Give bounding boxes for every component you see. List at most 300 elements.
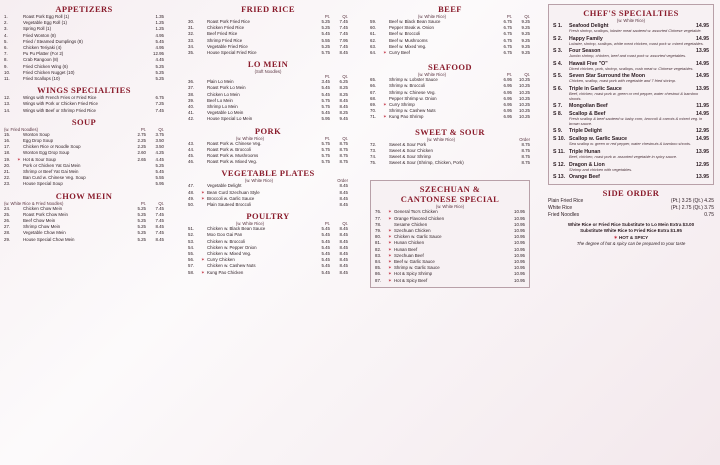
vegetable-plates-section [188, 168, 348, 208]
item-name: Fried Chicken Nugget (10) [23, 69, 75, 75]
item-number: 62. [370, 37, 377, 43]
menu-item [188, 202, 348, 208]
item-name: Fried Chicken Wing (6) [23, 63, 68, 69]
item-name: Roast Pork Fried Rice [207, 19, 250, 24]
item-number: S 4. [553, 60, 563, 67]
section-title: SIDE ORDER [602, 188, 660, 199]
item-number: 49. [188, 195, 195, 201]
item-name: House Special Soup [23, 181, 63, 187]
poultry-section [188, 211, 348, 276]
item-name: Sweet & Sour Chicken [389, 147, 433, 153]
section-title: POULTRY [246, 211, 290, 222]
item-price: 10.95 [514, 240, 525, 246]
chef-item [553, 174, 709, 180]
item-name: House Special Fried Rice [207, 50, 257, 56]
item-price-qt: 5.45 [155, 169, 164, 175]
szechuan-section [370, 180, 530, 287]
hot-spicy-icon: ✶ [388, 240, 392, 246]
item-number: 60. [370, 25, 377, 31]
item-name: Shrimp Chow Mein [23, 224, 61, 230]
item-price: 1.25 [155, 26, 164, 32]
item-number: 7. [4, 51, 8, 57]
item-price: 7.25 [155, 101, 164, 107]
item-price: 10.95 [514, 271, 525, 277]
item-number: S 12. [553, 161, 566, 168]
notes [548, 222, 714, 247]
item-price: 14.95 [696, 73, 709, 80]
chef-specialties-section [548, 4, 714, 185]
hot-spicy-icon: ✶ [388, 265, 392, 271]
menu-item [188, 50, 348, 56]
item-name: Chicken Fried Rice [207, 25, 245, 31]
item-number: 55. [188, 251, 195, 257]
item-price: 10.95 [514, 221, 525, 227]
item-price: 14.95 [696, 35, 709, 42]
item-price-qt: 8.45 [339, 232, 348, 238]
item-number: 82. [375, 246, 382, 252]
item-name: Shrimp w. Chinese Veg. [389, 89, 436, 95]
item-number: 74. [370, 154, 377, 160]
col-header: Qt. [158, 200, 164, 206]
item-number: 17. [4, 144, 11, 150]
col-header: Qt. [342, 14, 348, 19]
menu-item [375, 278, 525, 284]
item-number: 2. [4, 20, 8, 26]
item-price-qt: 8.45 [339, 104, 348, 110]
item-name: Hot & Spicy Shrimp [394, 271, 433, 277]
item-number: 78. [375, 221, 382, 227]
item-name: Mongolian Beef [569, 103, 608, 110]
item-price-qt: 8.75 [339, 153, 348, 159]
item-name: Triple Delight [569, 128, 602, 135]
item-name: Pepper Shrimp w. Onion [389, 95, 437, 101]
item-name: House Special Lo Mein [207, 116, 253, 122]
item-price-qt: 8.45 [339, 263, 348, 269]
item-number: 39. [188, 97, 195, 103]
item-name: Chicken w. Black Bean Sauce [207, 226, 266, 232]
item-price-pt: 5.75 [321, 97, 330, 103]
item-price: 14.95 [696, 60, 709, 67]
item-price: 1.25 [155, 20, 164, 26]
item-number: 6. [4, 45, 8, 51]
item-price-pt: 5.75 [321, 50, 330, 56]
col-header: Pt. [140, 200, 146, 206]
item-description: Sea scallop w. green or red pepper, water chestnuts & bamboo shoots. [569, 141, 691, 147]
item-number: 87. [375, 277, 382, 283]
menu-item [4, 76, 164, 82]
item-number: 76. [375, 209, 382, 215]
item-name: Hot & Spicy Beef [394, 277, 428, 283]
item-name: Kung Pao Chicken [207, 269, 244, 275]
item-price-pt [128, 181, 146, 187]
item-price-pt: 5.45 [321, 244, 330, 250]
item-name: Fried / Steamed Dumplings (8) [23, 38, 83, 44]
section-title: APPETIZERS [55, 4, 113, 14]
item-price-qt: 8.45 [339, 226, 348, 232]
item-price: 10.95 [514, 215, 525, 221]
item-name: Roast Pork w. Mixed Veg. [207, 159, 258, 165]
item-name: Beef w. Garlic Sauce [394, 259, 435, 265]
item-number: 80. [375, 234, 382, 240]
item-name: Roast Pork Chow Mein [23, 211, 68, 217]
menu-item [188, 270, 348, 276]
item-name: Orange Beef [569, 174, 600, 181]
item-name: Sesame Chicken [394, 221, 428, 227]
item-price: 1.35 [155, 14, 164, 19]
item-name: Four Season [569, 48, 601, 55]
item-name: Shrimp w. Lobster Sauce [389, 77, 438, 83]
item-number: 83. [375, 252, 382, 258]
item-name: Vegetable Egg Roll (1) [23, 20, 67, 26]
item-price-pt: 6.75 [503, 43, 512, 49]
item-number: 18. [4, 150, 11, 156]
hot-spicy-icon: ✶ [388, 277, 392, 283]
item-name: Fried Noodles [548, 212, 580, 219]
item-name: Wonton Egg Drop Soup [23, 150, 70, 156]
item-price: 8.75 [521, 141, 530, 147]
section-title: SOUP [71, 116, 97, 127]
item-price: 14.95 [696, 111, 709, 118]
item-price-pt: 5.45 [321, 257, 330, 263]
item-description: Fresh shrimp, scallops, lobster meat sauteed w. assorted Chinese vegetable. [569, 28, 702, 33]
hot-spicy-icon: ✶ [388, 246, 392, 252]
item-price-pt: 5.45 [321, 251, 330, 257]
section-title: FRIED RICE [241, 4, 295, 14]
item-price-pt: 5.45 [321, 85, 330, 91]
item-name: Beef Lo Mein [207, 97, 233, 103]
item-name: Roast Pork Egg Roll (1) [23, 14, 70, 19]
fried-rice-section [188, 4, 348, 56]
item-number: 37. [188, 85, 195, 91]
col-header: Pt. [140, 126, 146, 132]
item-price: 8.45 [339, 202, 348, 208]
item-number: 48. [188, 189, 195, 195]
item-price-qt: 10.25 [519, 89, 530, 95]
column-4 [548, 4, 714, 247]
item-price: 10.95 [514, 246, 525, 252]
item-number: 29. [4, 236, 11, 242]
item-price-pt: 6.95 [503, 108, 512, 114]
item-name: Beef Fried Rice [207, 31, 238, 37]
item-number: 26. [4, 218, 11, 224]
item-price: 12.95 [696, 161, 709, 168]
item-price-qt: 10.25 [519, 83, 530, 89]
item-number: 32. [188, 31, 195, 37]
item-number: 44. [188, 146, 195, 152]
item-name: Vegetable Fried Rice [207, 43, 248, 49]
item-name: Roast Pork w. Mushrooms [207, 153, 259, 159]
hot-spicy-icon: ✶ [17, 156, 21, 162]
item-number: 25. [4, 211, 11, 217]
section-sub: (w. Fried Noodles) [4, 126, 38, 132]
item-name: Moo Goo Gai Pan [207, 232, 243, 238]
item-price-qt: 10.25 [519, 108, 530, 114]
item-description: Beef, chicken, roast pork w. assorted vegetable in spicy sauce. [569, 153, 678, 159]
item-number: S 9. [553, 128, 563, 135]
item-price-qt: 8.45 [339, 238, 348, 244]
col-header: Qt. [342, 74, 348, 80]
item-price-qt: 10.25 [519, 95, 530, 101]
item-name: Scallop & Beef [569, 111, 606, 118]
item-number: 56. [188, 257, 195, 263]
item-price-qt: 8.45 [339, 97, 348, 103]
item-name: Vegetable Lo Mein [207, 110, 244, 116]
item-price-qt: 8.45 [339, 269, 348, 275]
item-price-qt: 9.25 [521, 37, 530, 43]
item-name: Sweet & Sour (Shrimp, Chicken, Pork) [389, 160, 464, 166]
hot-spicy-icon: ✶ [388, 234, 392, 240]
item-price: 13.95 [696, 148, 709, 155]
item-name: Plain Lo Mein [207, 79, 234, 85]
note-line: Substitute White Rice to Fried Rice Extra $1.95 [580, 228, 682, 234]
item-price-pt: 6.75 [503, 25, 512, 31]
item-price-pt: 5.45 [321, 238, 330, 244]
item-name: Shrimp Lo Mein [207, 104, 238, 110]
menu-item [370, 50, 530, 56]
section-sub: (w. White Rice) [244, 178, 274, 184]
item-price: 6.75 [155, 95, 164, 101]
item-price-qt: 8.45 [155, 236, 164, 242]
item-number: S 10. [553, 136, 566, 143]
item-price: 11.95 [696, 103, 709, 110]
item-number: 43. [188, 140, 195, 146]
item-price-pt: 5.45 [321, 232, 330, 238]
item-number: 54. [188, 244, 195, 250]
item-name: Shrimp or Beef Yat Gai Mein [23, 169, 79, 175]
item-price-pt: 6.95 [503, 77, 512, 83]
item-price-qt: 9.25 [521, 50, 530, 56]
item-name: Broccoli w. Garlic Sauce [207, 195, 255, 201]
item-name: Vegetable Chow Mein [23, 230, 66, 236]
item-number: 36. [188, 79, 195, 85]
item-price-qt: 9.25 [521, 25, 530, 31]
item-price-qt: 8.25 [339, 91, 348, 97]
item-name: Roast Pork w. Broccoli [207, 146, 251, 152]
item-price: (Pt.) 2.75 (Qt.) 3.75 [670, 205, 714, 212]
hot-spicy-label: HOT & SPICY [618, 235, 649, 241]
item-price-pt: 2.75 [137, 131, 146, 137]
item-price: 4.95 [155, 45, 164, 51]
col-header: Pt. [506, 72, 512, 78]
item-price-pt: 5.25 [321, 19, 330, 24]
item-number: 28. [4, 230, 11, 236]
item-price-qt: 7.45 [339, 43, 348, 49]
col-header: Pt. [324, 221, 330, 227]
item-price-pt: 5.25 [137, 205, 146, 211]
item-price-qt: 7.45 [155, 211, 164, 217]
item-name: Beef w. Broccoli [389, 31, 421, 37]
section-title: CHOW MEIN [55, 190, 113, 201]
item-number: 59. [370, 19, 377, 24]
item-number: 41. [188, 110, 195, 116]
item-number: S 3. [553, 48, 563, 55]
item-number: 13. [4, 101, 11, 107]
item-price-pt: 5.45 [321, 110, 330, 116]
item-name: Chicken Chow Mein [23, 205, 63, 211]
item-price-qt: 7.45 [339, 31, 348, 37]
item-name: Roast Pork Lo Mein [207, 85, 246, 91]
item-price-qt: 4.45 [155, 156, 164, 162]
item-number: 57. [188, 263, 195, 269]
item-name: Wings with French Fries or Fried Rice [23, 95, 97, 101]
item-name: Triple in Garlic Sauce [569, 85, 622, 92]
menu-item [188, 159, 348, 165]
item-name: Orange Flavored Chicken [394, 215, 445, 221]
item-number: 72. [370, 141, 377, 147]
item-number: 70. [370, 108, 377, 114]
item-description: Beef, chicken, roast pork w. green or red pepper, water chestnut & bamboo shoots. [569, 90, 699, 101]
section-title: WINGS SPECIALTIES [37, 85, 131, 96]
item-price-pt: 5.25 [137, 218, 146, 224]
item-number: 1. [4, 14, 8, 19]
section-sub: (w. White Rice) [435, 204, 465, 210]
item-name: Bean Curd Szechuan Style [207, 189, 260, 195]
appetizers-section [4, 4, 164, 82]
item-number: 53. [188, 238, 195, 244]
item-price-qt: 8.45 [339, 50, 348, 56]
side-item [548, 198, 714, 205]
item-price-pt: 6.75 [503, 19, 512, 24]
section-sub: (w. White Rice & Fried Noodles) [4, 200, 64, 206]
item-number: 64. [370, 50, 377, 56]
item-price-qt: 5.25 [155, 162, 164, 168]
col-header: Pt. [324, 74, 330, 80]
item-number: 12. [4, 95, 11, 101]
column-3 [370, 4, 530, 291]
item-name: Kung Pao Shrimp [389, 114, 424, 120]
menu-item [4, 108, 164, 114]
item-name: Plain Sauteed Broccoli [207, 202, 252, 208]
item-name: Fried Scallops (10) [23, 76, 60, 82]
item-price: 14.95 [696, 136, 709, 143]
hot-spicy-icon: ✶ [201, 189, 205, 195]
item-price-pt: 5.75 [321, 153, 330, 159]
hot-spicy-icon: ✶ [388, 259, 392, 265]
item-number: 65. [370, 77, 377, 83]
item-number: 19. [4, 156, 11, 162]
item-name: Wings with Pork or Chicken Fried Rice [23, 101, 98, 107]
col-header: Order [519, 136, 530, 142]
item-price-qt: 7.45 [155, 218, 164, 224]
item-number: 14. [4, 107, 11, 113]
section-sub: (w. White Rice) [417, 72, 447, 78]
item-price-pt: 3.45 [321, 79, 330, 85]
item-number: 23. [4, 181, 11, 187]
item-price: 8.45 [339, 189, 348, 195]
item-price-pt: 5.45 [321, 31, 330, 37]
section-sub: (w. White Rice) [426, 136, 456, 142]
item-price-pt: 5.95 [321, 116, 330, 122]
item-price-qt: 8.75 [339, 146, 348, 152]
col-header: Qt. [158, 126, 164, 132]
item-name: Roast Pork w. Chinese Veg. [207, 140, 262, 146]
menu-item [370, 114, 530, 120]
item-price-qt: 3.75 [155, 131, 164, 137]
item-name: Dragon & Lion [569, 161, 605, 168]
item-number: 51. [188, 226, 195, 232]
item-name: Beef w. Mushrooms [389, 37, 428, 43]
item-price: 10.95 [514, 259, 525, 265]
item-number: 16. [4, 138, 11, 144]
column-2 [188, 4, 348, 279]
item-price: 10.95 [514, 234, 525, 240]
item-price: 7.45 [155, 107, 164, 113]
item-name: Scallop w. Garlic Sauce [569, 136, 628, 143]
col-header: Pt. [506, 14, 512, 19]
item-number: 33. [188, 37, 195, 43]
item-price-qt: 10.25 [519, 77, 530, 83]
item-number: 86. [375, 271, 382, 277]
item-number: 79. [375, 228, 382, 234]
item-price: 5.25 [155, 63, 164, 69]
item-name: Chicken w. Broccoli [207, 238, 246, 244]
item-number: 27. [4, 224, 11, 230]
pepper-icon: ✶ [613, 235, 618, 241]
item-price-pt: 6.95 [503, 114, 512, 120]
item-number: S 6. [553, 85, 563, 92]
item-price-pt: 6.95 [503, 89, 512, 95]
item-description: Fresh scallop & beef sauteed w. baby corn, broccoli & carrots & mixed veg. in brown sauce. [569, 116, 703, 126]
item-price: 10.95 [514, 252, 525, 258]
item-number: 31. [188, 25, 195, 31]
item-name: Shrimp w. Garlic Sauce [394, 265, 440, 271]
item-name: Happy Family [569, 35, 603, 42]
item-number: 3. [4, 26, 8, 32]
col-header: Qt. [342, 135, 348, 141]
seafood-section [370, 62, 530, 120]
item-price: (Pt.) 3.25 (Qt.) 4.25 [670, 198, 714, 205]
section-sub: (w. White Rice) [235, 135, 265, 141]
item-name: Beef w. Black Bean Sauce [389, 19, 441, 24]
section-title: SEAFOOD [428, 62, 472, 73]
spacer [553, 180, 709, 182]
item-number: 8. [4, 57, 8, 63]
section-sub: (w. White Rice) [616, 18, 646, 23]
section-title: CHEF'S SPECIALTIES [583, 8, 679, 18]
item-number: 11. [4, 76, 10, 82]
item-name: General Tso's Chicken [394, 209, 438, 215]
hot-spicy-icon: ✶ [388, 228, 392, 234]
item-number: S 8. [553, 111, 563, 118]
item-price-pt: 5.45 [321, 226, 330, 232]
item-name: Spring Roll (1) [23, 26, 52, 32]
item-price: 4.95 [155, 32, 164, 38]
item-number: 10. [4, 69, 11, 75]
item-name: Curry Chicken [207, 257, 235, 263]
col-header: Order [337, 178, 348, 184]
item-name: Chicken w. Cashew Nuts [207, 263, 256, 269]
item-name: Chicken Teriyaki (4) [23, 45, 62, 51]
item-number: 68. [370, 95, 377, 101]
section-title: BEEF [438, 4, 462, 14]
item-price: 8.75 [521, 160, 530, 166]
item-number: 61. [370, 31, 377, 37]
item-price-pt: 6.75 [503, 37, 512, 43]
item-name: Seven Star Surround the Moon [569, 73, 646, 80]
item-number: 9. [4, 63, 8, 69]
item-number: S 2. [553, 35, 563, 42]
item-number: S 5. [553, 73, 563, 80]
item-price-pt: 2.60 [137, 150, 146, 156]
item-price: 8.75 [521, 147, 530, 153]
item-number: 38. [188, 91, 195, 97]
item-name: Shrimp w. Cashew Nuts [389, 108, 436, 114]
item-price-qt: 5.55 [155, 175, 164, 181]
item-name: House Special Chow Mein [23, 236, 75, 242]
item-price-qt: 8.45 [339, 257, 348, 263]
menu-item [4, 237, 164, 243]
item-price-qt: 6.25 [339, 79, 348, 85]
